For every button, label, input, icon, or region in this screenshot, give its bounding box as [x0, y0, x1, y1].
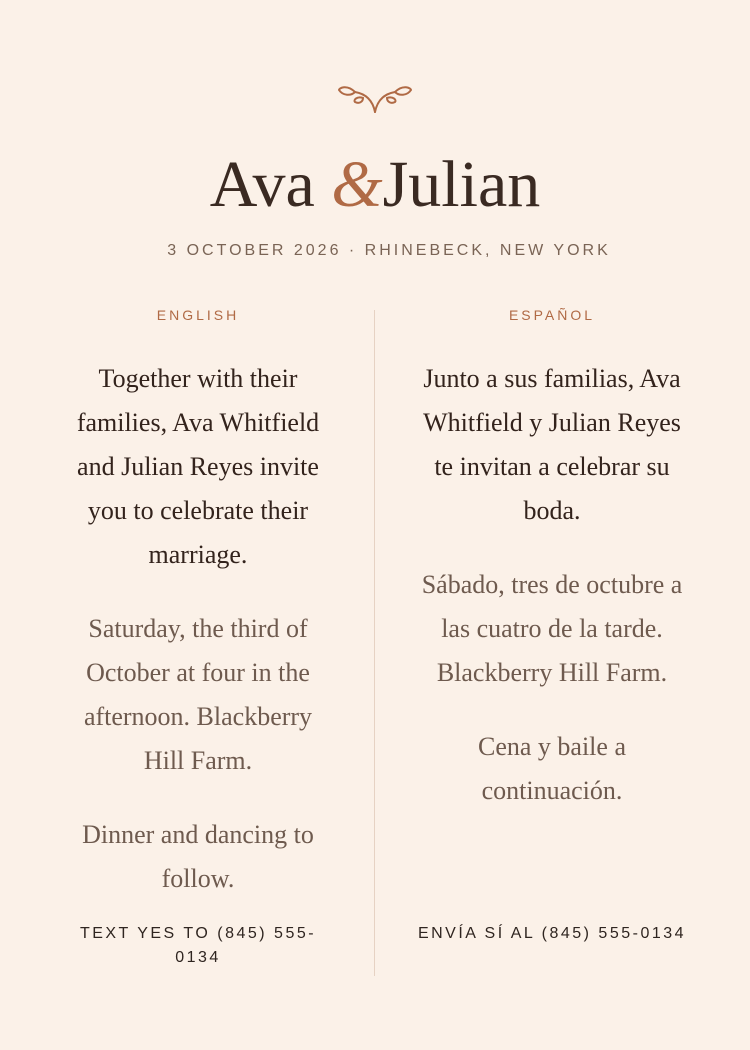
- english-label: ENGLISH: [156, 307, 240, 323]
- name-one: Ava: [209, 148, 315, 221]
- date-location: 3 OCTOBER 2026 · RHINEBECK, NEW YORK: [167, 242, 611, 259]
- spanish-label: ESPAÑOL: [508, 307, 596, 323]
- spanish-reception: Cena y baile a continuación.: [478, 732, 626, 805]
- column-divider: [374, 310, 375, 976]
- spanish-column: [417, 305, 687, 813]
- english-details: Saturday, the third of October at four in the afternoon. Blackberry Hill Farm.: [83, 614, 313, 775]
- ampersand: &: [331, 148, 383, 221]
- english-rsvp: TEXT YES TO (845) 555-0134: [79, 925, 317, 966]
- spanish-rsvp: ENVÍA SÍ AL (845) 555-0134: [417, 925, 687, 942]
- english-column: [63, 305, 333, 901]
- spanish-invitation: Junto a sus familias, Ava Whitfield y Julian Reyes te invitan a celebrar su boda.: [423, 364, 681, 525]
- couple-names-title: [0, 140, 750, 230]
- leaf-sprig-icon: [335, 80, 415, 116]
- english-invitation: Together with their families, Ava Whitfield and Julian Reyes invite you to celebrate their marriage.: [76, 364, 320, 569]
- spanish-details: Sábado, tres de octubre a las cuatro de la tarde. Blackberry Hill Farm.: [421, 570, 683, 687]
- name-two: Julian: [382, 148, 541, 221]
- english-reception: Dinner and dancing to follow.: [82, 820, 314, 893]
